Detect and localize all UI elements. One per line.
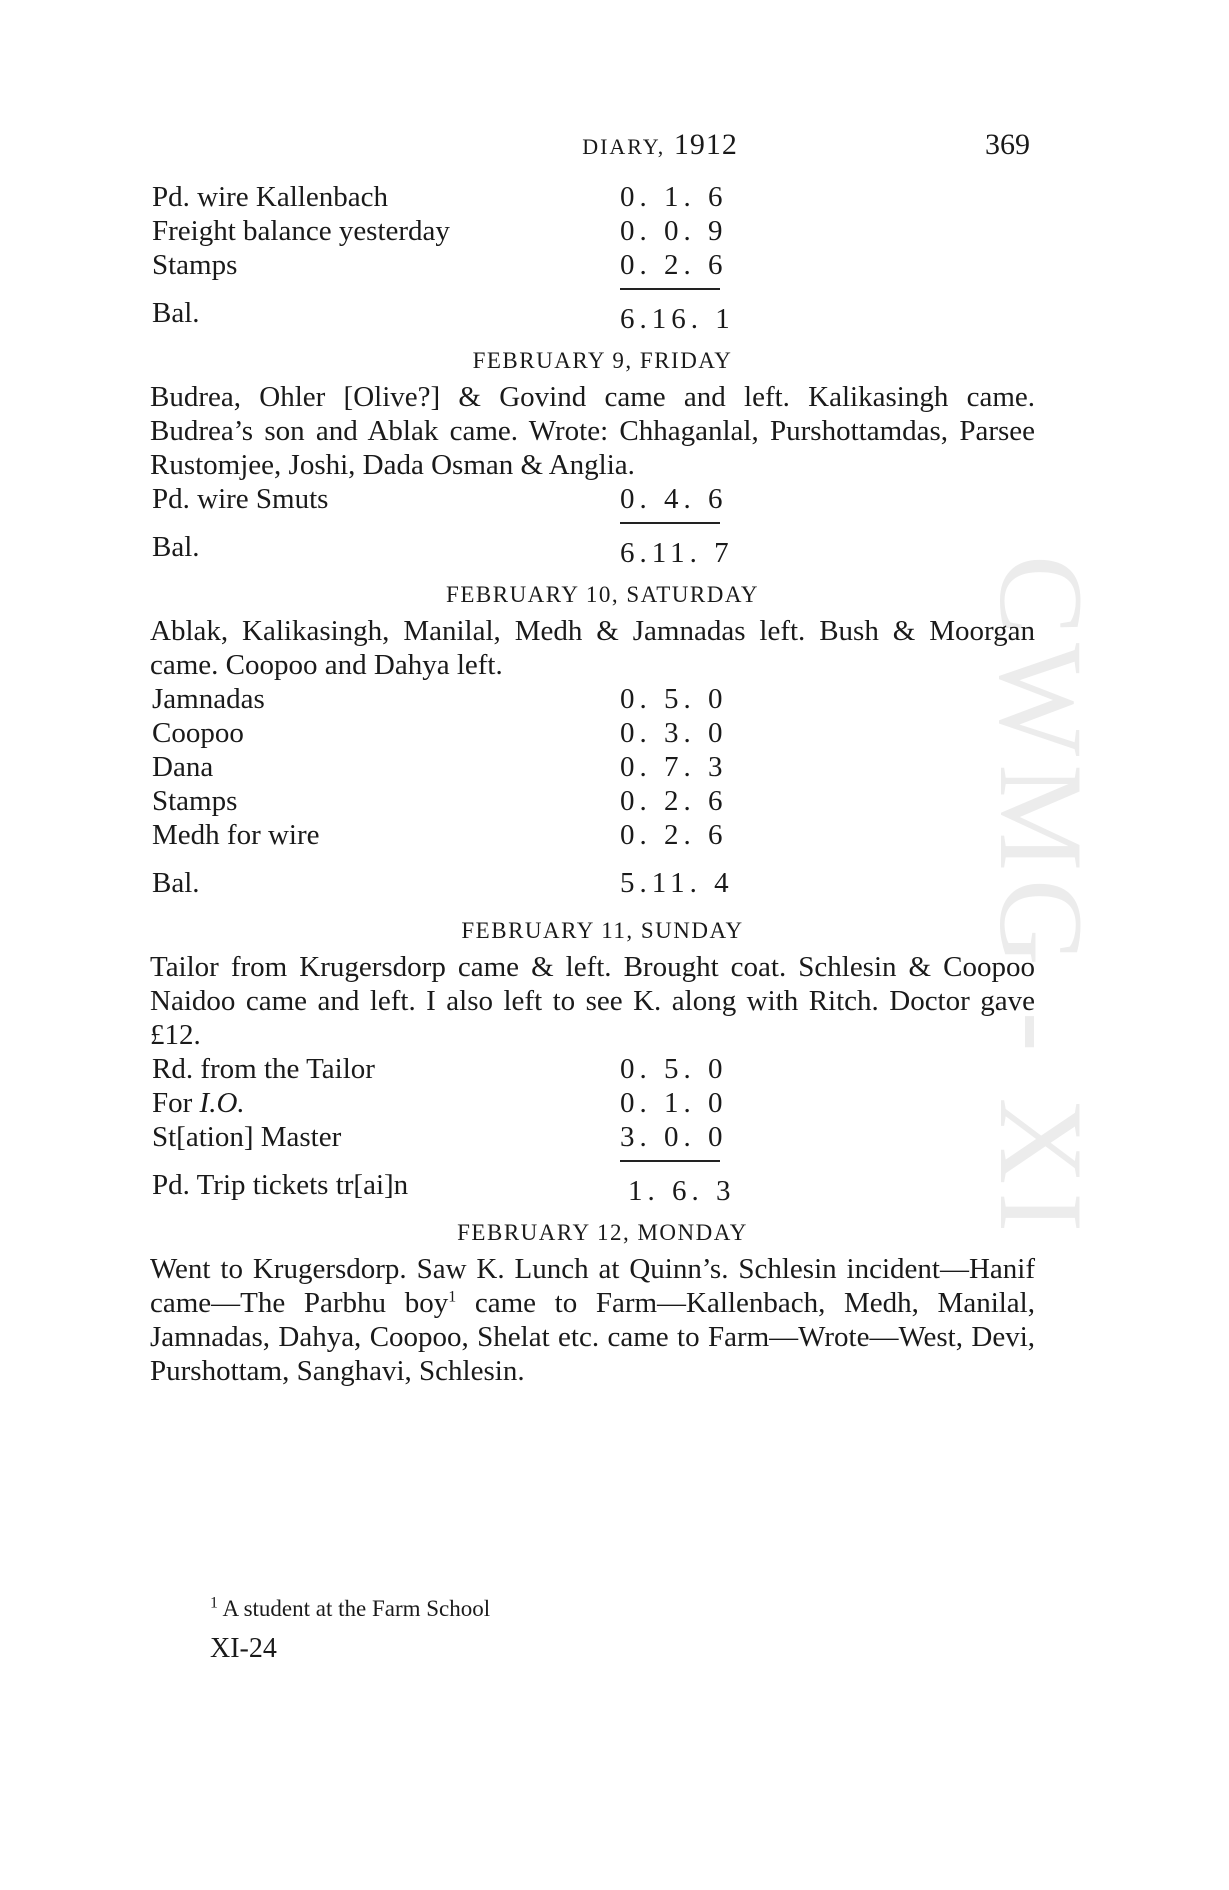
ledger-row (150, 482, 1035, 516)
spacer (150, 852, 1035, 866)
ledger-amount: 0. 2. 6 (620, 819, 728, 851)
ledger-amount: 0. 2. 6 (620, 785, 728, 817)
entry-text-part: Went to Krugersdorp. Saw K. Lunch at Quinn’s. Schlesin incident—Hanif came—The Parbhu boy (150, 1253, 1035, 1319)
diary-body (150, 180, 1035, 1388)
ledger-label: Coopoo (152, 717, 244, 749)
ledger-row (150, 750, 1035, 784)
ledger-label: Rd. from the Tailor (152, 1053, 375, 1085)
ledger-row (150, 818, 1035, 852)
ledger-row (150, 1052, 1035, 1086)
ledger-amount: 0. 1. 0 (620, 1087, 728, 1119)
ledger-label: Jamnadas (152, 683, 265, 715)
ledger-row (150, 1086, 1035, 1120)
entry-text: Tailor from Krugersdorp came & left. Brought coat. Schlesin & Coopoo Naidoo came and left. I also left to see K. along with Ritch. Doctor gave £12. (150, 951, 1035, 1051)
ledger-row (150, 1120, 1035, 1154)
ledger-label (152, 1086, 245, 1120)
ledger-amount: 0. 0. 9 (620, 215, 728, 247)
ledger-amount: 0. 1. 6 (620, 181, 728, 213)
balance-amount: 6.16. 1 (620, 303, 735, 335)
ledger-amount: 3. 0. 0 (620, 1121, 728, 1153)
balance-label: Bal. (152, 297, 200, 329)
ledger-label: Pd. wire Smuts (152, 483, 329, 515)
ledger-label-prefix: For (152, 1087, 200, 1119)
balance-amount: 5.11. 4 (620, 867, 734, 899)
entry-text-part: came to Farm—Kallenbach, Medh, Manilal, Jamnadas, Dahya, Coopoo, Shelat etc. came to Farm—Wrote—West, Devi, Purshottam, Sanghavi, Schlesin. (150, 1287, 1035, 1387)
running-title (510, 128, 810, 162)
balance-amount: 6.11. 7 (620, 537, 734, 569)
ledger-amount: 0. 4. 6 (620, 483, 728, 515)
ledger-amount: 0. 3. 0 (620, 717, 728, 749)
entry-text (150, 1252, 1035, 1388)
running-title-word: DIARY, (582, 134, 666, 159)
balance-label: Bal. (152, 531, 200, 563)
date-heading: FEBRUARY 10, SATURDAY (446, 582, 759, 607)
balance-row (150, 296, 1035, 336)
volume-signature: XI-24 (210, 1633, 277, 1664)
date-heading: FEBRUARY 9, FRIDAY (472, 348, 733, 373)
balance-label: Bal. (152, 867, 200, 899)
sum-rule (150, 516, 1035, 530)
ledger-label: Stamps (152, 249, 238, 281)
footnote-number: 1 (210, 1594, 218, 1612)
running-title-year: 1912 (673, 128, 738, 161)
total-row (150, 1168, 1035, 1208)
sum-rule (150, 1154, 1035, 1168)
ledger-row (150, 214, 1035, 248)
sum-rule (150, 282, 1035, 296)
ledger-row (150, 180, 1035, 214)
entry-text: Budrea, Ohler [Olive?] & Govind came and left. Kalikasingh came. Budrea’s son and Ablak came. Wrote: Chhaganlal, Purshottamdas, Parsee Rustomjee, Joshi, Dada Osman & Anglia. (150, 381, 1035, 481)
balance-row (150, 530, 1035, 570)
balance-row (150, 866, 1035, 906)
ledger-amount: 0. 5. 0 (620, 683, 728, 715)
footnote-text: A student at the Farm School (218, 1596, 491, 1621)
watermark: CWMG - XI (975, 555, 1108, 1241)
ledger-label: Medh for wire (152, 819, 320, 851)
ledger-label: Freight balance yesterday (152, 215, 450, 247)
ledger-row (150, 682, 1035, 716)
ledger-label-italic: I.O. (199, 1087, 245, 1119)
page-number: 369 (985, 128, 1030, 161)
entry-text: Ablak, Kalikasingh, Manilal, Medh & Jamnadas left. Bush & Moorgan came. Coopoo and Dahya left. (150, 615, 1035, 681)
ledger-row (150, 716, 1035, 750)
date-heading: FEBRUARY 11, SUNDAY (461, 918, 744, 943)
ledger-amount: 0. 2. 6 (620, 249, 728, 281)
ledger-label: Stamps (152, 785, 238, 817)
ledger-label: St[ation] Master (152, 1121, 342, 1153)
footnote (210, 1596, 490, 1622)
ledger-label: Dana (152, 751, 214, 783)
ledger-amount: 0. 7. 3 (620, 751, 728, 783)
footnote-mark: 1 (448, 1288, 457, 1306)
ledger-amount: 0. 5. 0 (620, 1053, 728, 1085)
total-amount: 1. 6. 3 (628, 1175, 736, 1207)
date-heading: FEBRUARY 12, MONDAY (457, 1220, 748, 1245)
ledger-row (150, 784, 1035, 818)
ledger-label: Pd. wire Kallenbach (152, 181, 388, 213)
ledger-row (150, 248, 1035, 282)
total-label: Pd. Trip tickets tr[ai]n (152, 1169, 409, 1201)
